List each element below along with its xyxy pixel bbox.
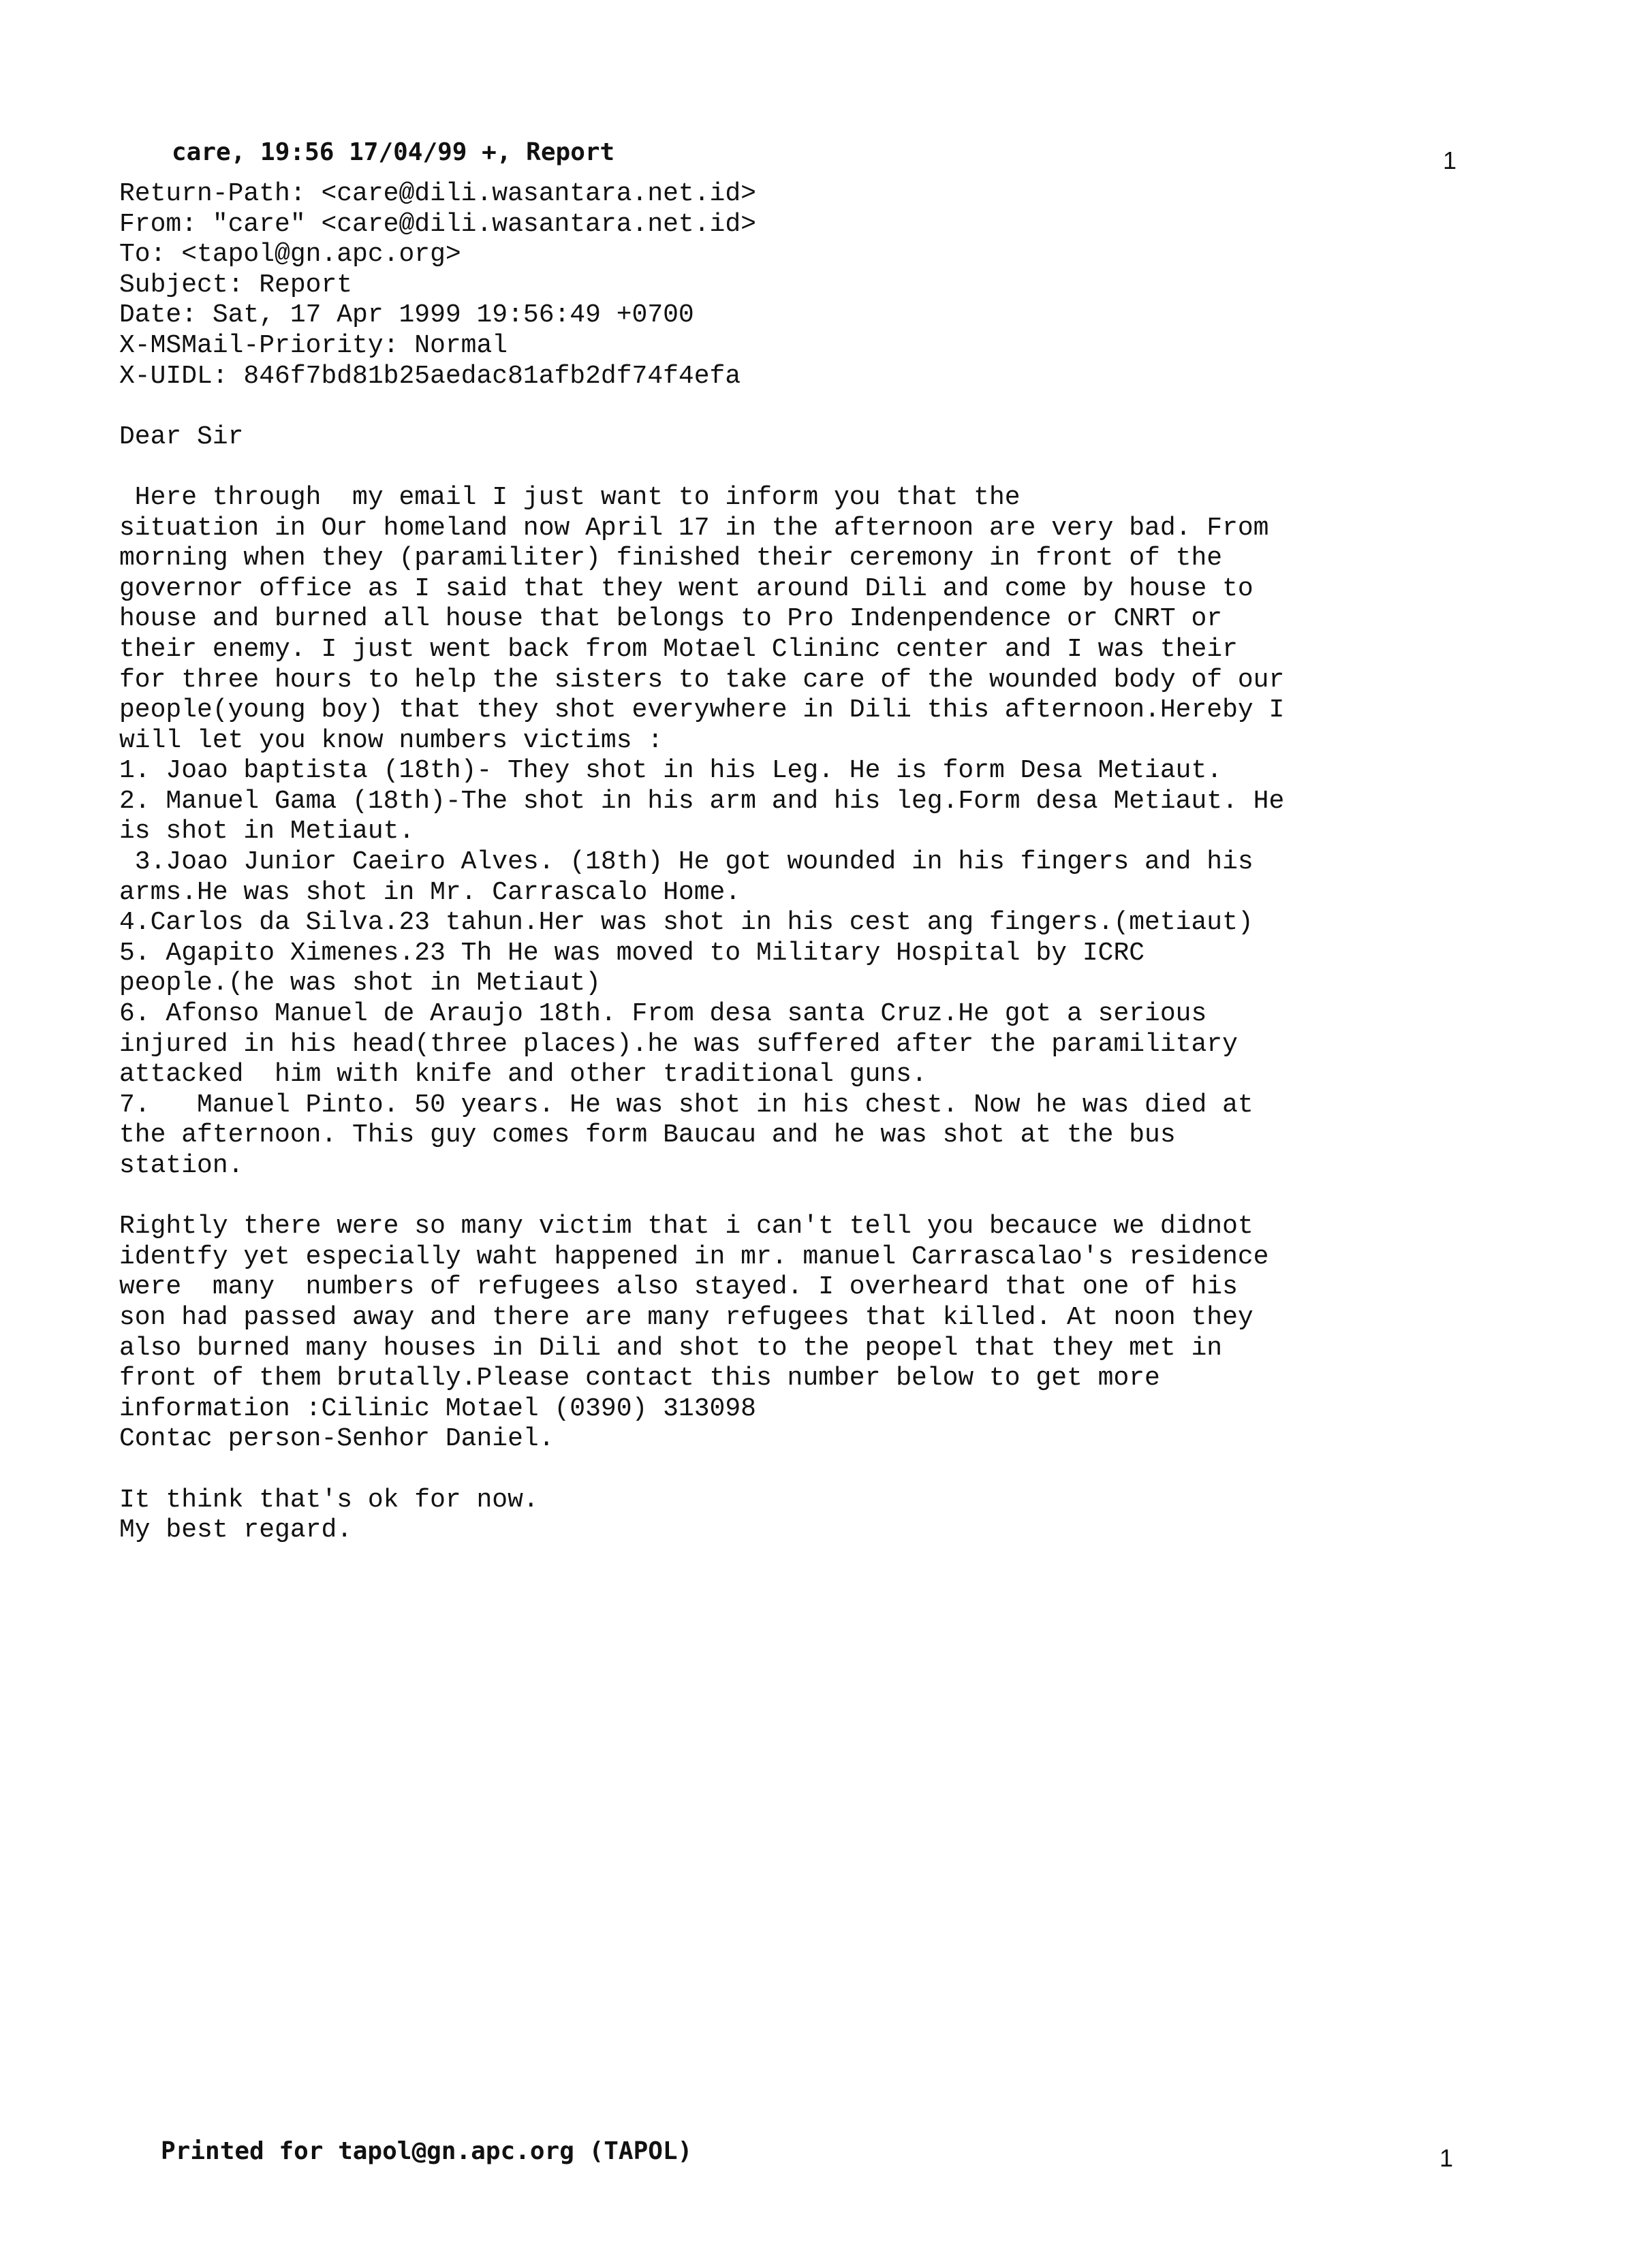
email-line: Date: Sat, 17 Apr 1999 19:56:49 +0700 — [119, 300, 694, 330]
email-line: morning when they (paramiliter) finished their ceremony in front of the — [119, 544, 1223, 573]
print-footer: Printed for tapol@gn.apc.org (TAPOL) — [161, 2137, 693, 2165]
email-line: 1. Joao baptista (18th)- They shot in his Leg. He is form Desa Metiaut. — [119, 756, 1223, 786]
email-line: people(young boy) that they shot everywhere in Dili this afternoon.Hereby I — [119, 695, 1285, 725]
email-line: Dear Sir — [119, 422, 244, 452]
email-line: their enemy. I just went back from Motael Clininc center and I was their — [119, 634, 1238, 664]
email-line: X-UIDL: 846f7bd81b25aedac81afb2df74f4efa — [119, 361, 741, 391]
email-line: also burned many houses in Dili and shot to the peopel that they met in — [119, 1333, 1223, 1363]
email-line: for three hours to help the sisters to take care of the wounded body of our — [119, 665, 1285, 695]
email-line: the afternoon. This guy comes form Baucau and he was shot at the bus — [119, 1120, 1176, 1150]
email-body — [119, 179, 1495, 1546]
email-line: is shot in Metiaut. — [119, 817, 415, 847]
email-line — [119, 1182, 1495, 1212]
email-line — [119, 1455, 1495, 1485]
email-line: front of them brutally.Please contact this number below to get more — [119, 1364, 1160, 1393]
email-line: were many numbers of refugees also stayed. I overheard that one of his — [119, 1272, 1238, 1302]
email-line: X-MSMail-Priority: Normal — [119, 330, 508, 360]
email-line: To: <tapol@gn.apc.org> — [119, 240, 461, 270]
print-header-title: care, 19:56 17/04/99 +, Report — [172, 138, 615, 166]
email-line: 5. Agapito Ximenes.23 Th He was moved to Military Hospital by ICRC — [119, 938, 1145, 968]
email-line: station. — [119, 1151, 244, 1180]
email-line: 7. Manuel Pinto. 50 years. He was shot in his chest. Now he was died at — [119, 1090, 1254, 1120]
email-line: arms.He was shot in Mr. Carrascalo Home. — [119, 877, 741, 907]
email-line — [119, 452, 1495, 483]
email-line: Return-Path: <care@dili.wasantara.net.id> — [119, 179, 756, 208]
page-number-top: 1 — [1443, 146, 1457, 174]
email-line: identfy yet especially waht happened in mr. manuel Carrascalao's residence — [119, 1242, 1269, 1272]
email-line: 4.Carlos da Silva.23 tahun.Her was shot in his cest ang fingers.(metiaut) — [119, 908, 1254, 938]
email-line: situation in Our homeland now April 17 in the afternoon are very bad. From — [119, 513, 1269, 543]
email-line: house and burned all house that belongs to Pro Indenpendence or CNRT or — [119, 604, 1223, 634]
page-number-bottom: 1 — [1439, 2144, 1454, 2172]
email-line: Subject: Report — [119, 270, 353, 300]
email-line: 3.Joao Junior Caeiro Alves. (18th) He got wounded in his fingers and his — [119, 847, 1254, 877]
email-line — [119, 392, 1495, 422]
email-line: Rightly there were so many victim that i can't tell you becauce we didnot — [119, 1212, 1254, 1242]
email-line: It think that's ok for now. — [119, 1485, 539, 1515]
email-line: will let you know numbers victims : — [119, 725, 664, 755]
email-line: people.(he was shot in Metiaut) — [119, 968, 601, 998]
email-line: information :Cilinic Motael (0390) 313098 — [119, 1393, 756, 1423]
email-line: son had passed away and there are many refugees that killed. At noon they — [119, 1302, 1254, 1332]
email-line: governor office as I said that they went around Dili and come by house to — [119, 573, 1254, 603]
email-line: attacked him with knife and other traditional guns. — [119, 1060, 927, 1090]
email-line: 2. Manuel Gama (18th)-The shot in his arm and his leg.Form desa Metiaut. He — [119, 786, 1285, 816]
email-line: From: "care" <care@dili.wasantara.net.id> — [119, 209, 756, 239]
email-line: Here through my email I just want to inform you that the — [119, 482, 1021, 512]
email-line: 6. Afonso Manuel de Araujo 18th. From desa santa Cruz.He got a serious — [119, 999, 1207, 1029]
email-line: injured in his head(three places).he was suffered after the paramilitary — [119, 1029, 1238, 1059]
email-line: Contac person-Senhor Daniel. — [119, 1424, 555, 1454]
email-line: My best regard. — [119, 1515, 353, 1545]
